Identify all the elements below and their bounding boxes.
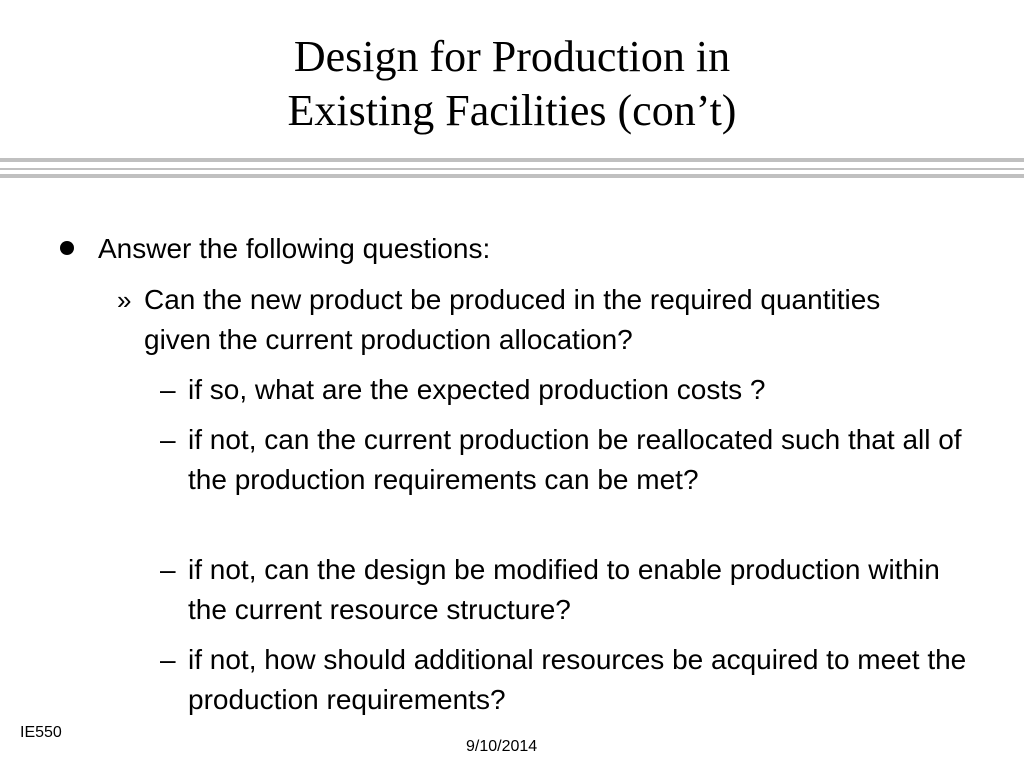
sub-item-text: if so, what are the expected production costs ? xyxy=(188,374,766,405)
dash-icon: – xyxy=(160,644,176,675)
title-divider-bottom xyxy=(0,168,1024,170)
bullet-level-1: Answer the following questions: xyxy=(98,233,491,264)
dash-icon: – xyxy=(160,374,176,405)
sub-item-text: if not, how should additional resources be acquired to meet the production requirements? xyxy=(188,644,967,715)
footer-course-code: IE550 xyxy=(20,724,62,741)
sub-item-text: if not, can the design be modified to enable production within the current resource structure? xyxy=(188,554,940,625)
title-divider-base xyxy=(0,174,1024,178)
slide-title-line-1: Design for Production in xyxy=(293,32,731,81)
slide-title-line-2: Existing Facilities (con’t) xyxy=(287,86,737,135)
footer-date: 9/10/2014 xyxy=(466,738,538,755)
slide-title xyxy=(0,30,1024,138)
sub-item-text: if not, can the current production be reallocated such that all of the production requirements can be met? xyxy=(188,424,962,495)
title-divider-top xyxy=(0,158,1024,162)
bullet-level-2: Can the new product be produced in the required quantities given the current production allocation? xyxy=(144,284,881,355)
dash-icon: – xyxy=(160,554,176,585)
round-bullet-icon xyxy=(60,241,74,255)
double-chevron-icon: » xyxy=(117,285,132,315)
dash-icon: – xyxy=(160,424,176,455)
